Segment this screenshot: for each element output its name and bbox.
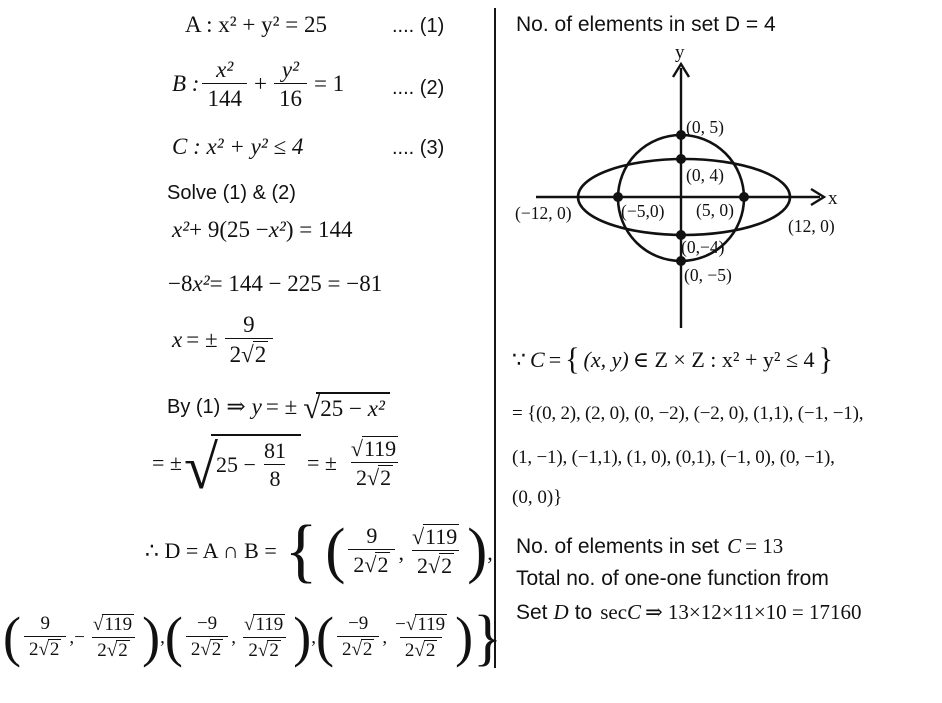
- pair-comma: ,: [398, 539, 404, 565]
- label-0-neg5: (0, −5): [684, 265, 732, 285]
- radicand-num: 25 −: [320, 396, 368, 421]
- x-axis-label: x: [828, 188, 838, 209]
- denominator: 16: [274, 83, 307, 111]
- ref-1: .... (1): [392, 15, 445, 37]
- fraction-81-8: [259, 439, 291, 491]
- open-brace: {: [565, 342, 580, 377]
- fraction-sqrt119-2sqrt2: [346, 436, 403, 490]
- sqrt-2: [414, 640, 437, 662]
- radicand: [316, 392, 390, 422]
- numerator: 9: [366, 523, 378, 549]
- solve-heading: [167, 182, 296, 205]
- radicand: [439, 553, 454, 578]
- numerator: [407, 524, 464, 550]
- condition-text: ∈ Z × Z : x² + y² ≤ 4: [632, 347, 815, 372]
- den-coeff: 2: [190, 639, 201, 660]
- middle-text: + 9(25 −: [189, 217, 269, 242]
- denominator: [186, 636, 228, 661]
- radical-sign: √: [200, 639, 211, 660]
- equation-D-pairs-row: [3, 602, 502, 672]
- close-brace: }: [818, 342, 833, 377]
- radical-sign: √: [106, 639, 118, 661]
- radicand-text: 119: [364, 435, 397, 461]
- den-coeff: 2: [229, 342, 242, 368]
- numerator: 81: [263, 438, 286, 463]
- radicand-x2: x²: [367, 396, 385, 421]
- radicand: [375, 552, 390, 577]
- c-enumeration-line-3: [512, 487, 562, 509]
- sqrt-2: [428, 553, 454, 578]
- sqrt-25-minus-x2: [303, 390, 390, 425]
- radicand-text: 2: [441, 552, 453, 578]
- radicand-text: 2: [211, 639, 222, 660]
- xy-pair: (x, y): [583, 347, 629, 372]
- enum-text: (0, 0)}: [512, 487, 563, 508]
- set-word: Set: [516, 600, 548, 624]
- rhs: = 144 − 225 = −81: [209, 271, 383, 296]
- denominator: [225, 338, 274, 367]
- set-c-var: C: [727, 534, 742, 558]
- coef: −8: [168, 271, 193, 296]
- x-squared: x²: [192, 271, 210, 296]
- computation-result: ⇒ 13×12×11×10 = 17160: [645, 600, 862, 624]
- equation-A-ref: [392, 15, 444, 38]
- radicand: [102, 614, 134, 636]
- fraction-9-2sqrt2: [24, 614, 66, 661]
- numerator: [88, 614, 139, 637]
- c-enumeration-line-1: [512, 403, 863, 425]
- radical-sign: √: [303, 390, 321, 425]
- numerator: y²: [281, 57, 299, 82]
- denominator: [348, 549, 395, 577]
- label-neg5-0: (−5,0): [621, 201, 665, 221]
- den-coeff: 2: [404, 639, 415, 661]
- implies-arrow: ⇒: [226, 394, 246, 419]
- x-squared: x²: [172, 217, 190, 242]
- fraction-x2-144: [202, 57, 247, 112]
- trailing-comma: ,: [487, 539, 493, 565]
- fraction-neg9-2sqrt2: [186, 614, 228, 661]
- label-neg12-0: (−12, 0): [515, 203, 572, 223]
- equation-C-text: C : x² + y² ≤ 4: [172, 134, 304, 159]
- sqrt-2: [107, 640, 130, 662]
- den-coeff: 2: [417, 552, 429, 578]
- radical-sign: √: [428, 552, 441, 578]
- set-d-var: D: [553, 600, 569, 624]
- sqrt-119: [351, 436, 398, 461]
- equals-sign: =: [548, 347, 562, 372]
- label-0-neg4: (0,−4): [681, 237, 725, 257]
- fraction-sqrt119-2sqrt2: [407, 524, 464, 578]
- label-5-0: (5, 0): [696, 200, 734, 220]
- radical-sign: √: [414, 639, 425, 661]
- radical-sign: √: [411, 523, 425, 549]
- radicand: [116, 640, 130, 662]
- because-symbol: ∵: [512, 347, 526, 372]
- fraction-sqrt119-2sqrt2: [239, 614, 290, 662]
- radical-sign: √: [364, 552, 377, 578]
- total-functions-line: [516, 567, 829, 591]
- sqrt-2: [258, 640, 281, 662]
- plus-sign: +: [253, 71, 267, 97]
- radicand-pre: 25 −: [216, 452, 256, 478]
- equation-B: [172, 57, 348, 112]
- radicand: [361, 639, 375, 661]
- radicand: [362, 436, 398, 461]
- equals-pm: = ±: [306, 449, 337, 475]
- radicand: [415, 614, 447, 636]
- fraction-sqrt119-2sqrt2: [88, 614, 139, 662]
- sqrt-2: [38, 639, 61, 661]
- den-coeff: 2: [341, 639, 352, 660]
- radicand: [267, 640, 281, 662]
- c-count-text: No. of elements in set: [516, 534, 720, 558]
- sqrt-2: [367, 465, 393, 490]
- radical-sign: √: [351, 639, 362, 660]
- y-axis-label: y: [675, 42, 685, 63]
- equation-substitution: [172, 217, 352, 243]
- equals-144: ) = 144: [285, 217, 353, 242]
- denominator: [337, 636, 379, 661]
- den-coeff: 2: [248, 639, 258, 661]
- separator-comma: ,: [311, 627, 316, 648]
- den-coeff: 2: [356, 464, 368, 490]
- minus-sign: −: [395, 613, 406, 635]
- close-paren: ): [455, 605, 474, 668]
- numerator: [239, 614, 290, 637]
- by-1-text: By (1): [167, 395, 221, 418]
- radical-sign: √: [244, 613, 255, 635]
- radical-sign: √: [405, 613, 417, 635]
- radical-sign: √: [183, 433, 219, 502]
- sqrt-119: [406, 614, 447, 636]
- radicand-text: 2: [269, 639, 279, 661]
- radicand-text: 119: [425, 523, 458, 549]
- numerator: −9: [348, 613, 369, 635]
- radical-sign: √: [350, 435, 363, 461]
- pair-comma: ,: [231, 627, 237, 648]
- denominator: [400, 637, 442, 662]
- equation-B-ref: [392, 77, 444, 100]
- den-coeff: 2: [28, 639, 39, 660]
- column-divider: [494, 8, 496, 668]
- x-var: x: [172, 326, 183, 352]
- sec-word: sec: [600, 600, 628, 624]
- open-brace: {: [284, 510, 318, 590]
- close-paren: ): [142, 605, 161, 668]
- radicand-text: 2: [425, 639, 436, 661]
- minus-sign: −: [74, 626, 85, 648]
- radicand: [424, 640, 438, 662]
- radical-sign: √: [257, 639, 269, 661]
- equation-C-ref: [392, 137, 444, 160]
- c-count-value: = 13: [745, 534, 784, 558]
- open-paren: (: [316, 605, 334, 668]
- function-count-line: [516, 600, 866, 625]
- open-paren: (: [325, 516, 346, 585]
- x-squared: x²: [268, 217, 286, 242]
- close-paren: ): [467, 516, 488, 585]
- label-0-5: (0, 5): [686, 117, 724, 137]
- denominator: 8: [264, 464, 285, 491]
- den-coeff: 2: [97, 639, 107, 661]
- to-word: to: [574, 600, 593, 624]
- radicand: [253, 341, 269, 367]
- d-count-line: [516, 13, 776, 37]
- equation-minus8x2: [168, 271, 382, 297]
- equation-y-value: [167, 390, 390, 425]
- numerator: 9: [243, 312, 255, 337]
- c-definition-line: [512, 342, 833, 377]
- denominator: [351, 462, 398, 490]
- ref-2: .... (2): [392, 77, 445, 99]
- radicand-text: 119: [417, 613, 446, 635]
- open-paren: (: [164, 605, 183, 668]
- enum-text: = {(0, 2), (2, 0), (0, −2), (−2, 0), (1,1), (−1, −1),: [512, 403, 864, 424]
- separator-comma: ,: [160, 627, 165, 648]
- radicand: [48, 639, 62, 661]
- equation-C: [172, 134, 303, 160]
- equals-pm: = ±: [152, 449, 182, 475]
- label-0-4: (0, 4): [686, 165, 724, 185]
- numerator: [390, 614, 452, 637]
- equals-pm: = ±: [186, 326, 218, 352]
- denominator: [243, 637, 285, 662]
- radicand-text: 119: [255, 613, 284, 635]
- c-enumeration-line-2: [512, 447, 835, 469]
- set-c-var: C: [627, 600, 642, 624]
- y-var: y: [251, 394, 262, 419]
- radicand: [210, 639, 224, 661]
- denominator: [412, 550, 459, 578]
- numerator: 9: [40, 613, 50, 635]
- sqrt-119: [412, 524, 459, 549]
- sqrt-2: [200, 639, 223, 661]
- radicand-text: 2: [118, 639, 128, 661]
- point-0-5: [676, 130, 686, 140]
- sqrt-119: [93, 614, 134, 636]
- radicand-text: 119: [104, 613, 133, 635]
- d-count-text: No. of elements in set D = 4: [516, 13, 776, 36]
- denominator: [24, 636, 66, 661]
- open-paren: (: [3, 605, 21, 668]
- set-c-var: C: [530, 347, 545, 372]
- equals-one: = 1: [313, 71, 345, 97]
- den-coeff: 2: [353, 552, 365, 578]
- equation-x-value: [172, 312, 276, 368]
- point-5-0: [739, 192, 749, 202]
- close-paren: ): [293, 605, 312, 668]
- radicand: [211, 434, 301, 491]
- radicand-text: 2: [49, 639, 60, 660]
- radical-sign: √: [38, 639, 49, 660]
- total-functions-text: Total no. of one-one function from: [516, 567, 829, 590]
- fraction-y2-16: [274, 57, 307, 112]
- equals-pm: = ±: [265, 394, 298, 419]
- denominator: [92, 637, 134, 662]
- circle-ellipse-graph: [500, 40, 845, 332]
- equation-A-text: A : x² + y² = 25: [185, 12, 327, 37]
- close-brace: }: [473, 602, 502, 672]
- fraction-neg9-2sqrt2: [337, 614, 379, 661]
- sqrt-2: [241, 341, 268, 367]
- radical-sign: √: [367, 464, 380, 490]
- sqrt-2: [364, 552, 390, 577]
- numerator: x²: [216, 57, 234, 82]
- point-0-4: [676, 154, 686, 164]
- radicand-text: 2: [362, 639, 373, 660]
- label-12-0: (12, 0): [788, 216, 835, 236]
- numerator: −9: [196, 613, 218, 635]
- solve-text: Solve (1) & (2): [167, 182, 296, 204]
- radicand-text: 2: [380, 464, 392, 490]
- radical-sign: √: [92, 613, 104, 635]
- enum-text: (1, −1), (−1,1), (1, 0), (0,1), (−1, 0), (0, −1),: [512, 447, 835, 468]
- radical-sign: √: [241, 342, 254, 368]
- radicand: [253, 614, 285, 636]
- numerator: [346, 436, 403, 462]
- denominator: 144: [202, 83, 247, 111]
- radicand-text: 2: [254, 342, 267, 368]
- sqrt-2: [351, 639, 374, 661]
- pair-comma: ,: [69, 627, 75, 648]
- equation-D-intersection: [145, 510, 493, 590]
- equation-A: [185, 12, 327, 38]
- c-count-line: [516, 534, 787, 559]
- fraction-9-2sqrt2: [225, 312, 274, 368]
- equation-y-simplified: [152, 433, 406, 502]
- therefore-D-equals: ∴ D = A ∩ B =: [145, 537, 277, 563]
- sqrt-25-minus-81-8: [183, 433, 301, 502]
- fraction-9-2sqrt2: [348, 524, 395, 577]
- sqrt-119: [244, 614, 285, 636]
- fraction-negsqrt119-2sqrt2: [390, 614, 452, 662]
- radicand: [423, 524, 459, 549]
- radicand: [378, 465, 393, 490]
- ref-3: .... (3): [392, 137, 445, 159]
- equation-B-lhs: B :: [172, 71, 200, 97]
- radicand-text: 2: [377, 552, 389, 578]
- pair-comma: ,: [382, 627, 388, 648]
